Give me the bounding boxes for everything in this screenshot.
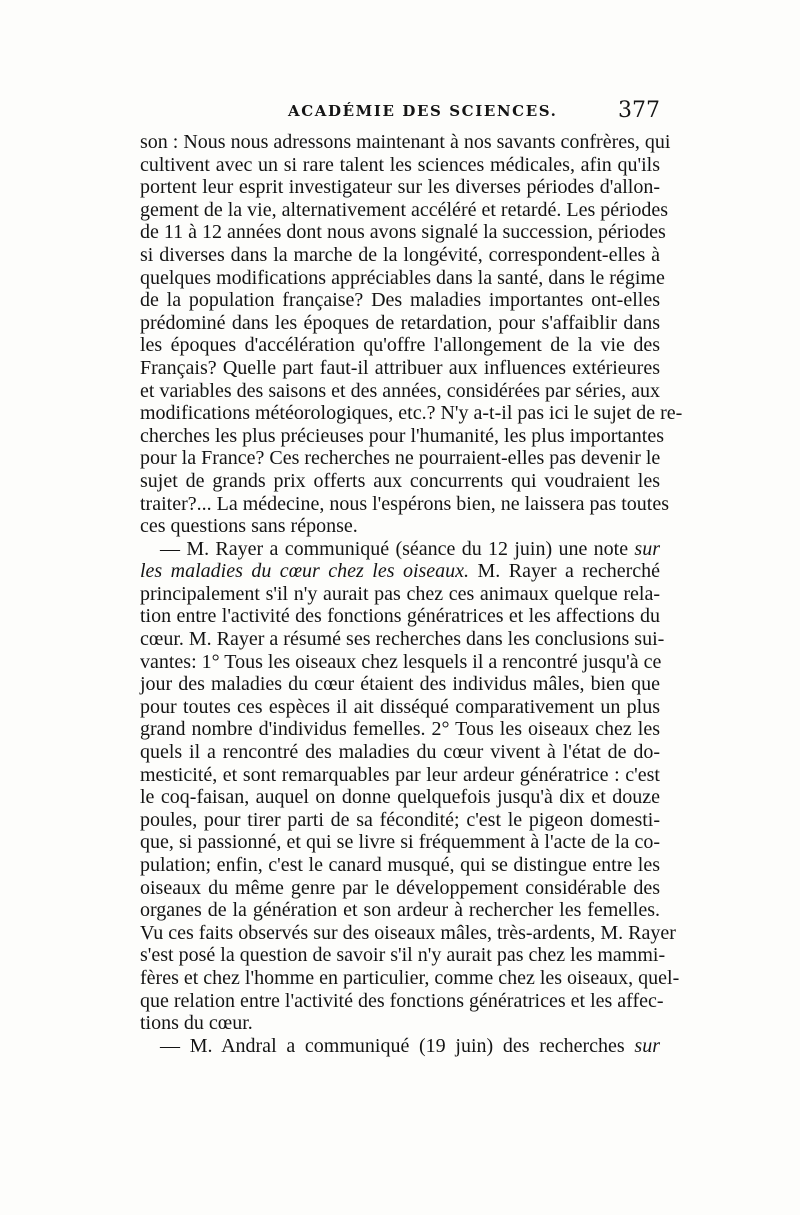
text-line: cœur. M. Rayer a résumé ses recherches dans les conclusions sui- [140,628,665,651]
text-line: mesticité, et sont remarquables par leur ardeur génératrice : c'est [140,763,660,786]
text-line: et variables des saisons et des années, considérées par séries, aux [140,379,660,402]
text-line: sujet de grands prix offerts aux concurrents qui voudraient les [140,469,660,492]
text-line: tions du cœur. [140,1012,253,1035]
rayer-note-title: les maladies du cœur chez les oiseaux. [140,560,470,583]
text-line: pulation; enfin, c'est le canard musqué, qui se distingue entre les [140,854,660,876]
running-head: ACADÉMIE DES SCIENCES. [288,102,558,120]
text-line: fères et chez l'homme en particulier, comme chez les oiseaux, quel- [140,966,680,989]
text-line [140,560,660,583]
text-line: les époques d'accélération qu'offre l'allongement de la vie des [140,334,660,357]
text-line: de 11 à 12 années dont nous avons signalé la succession, périodes [140,221,666,244]
text-line: le coq-faisan, auquel on donne quelquefois jusqu'à dix et douze [140,786,660,809]
page-number: 377 [618,98,660,123]
andral-intro: — M. Andral a communiqué (19 juin) des recherches [160,1034,635,1057]
text-line: cherches les plus précieuses pour l'humanité, les plus importantes [140,424,665,447]
text-line: principalement s'il n'y aurait pas chez ces animaux quelque rela- [140,582,660,605]
text-line: son : Nous nous adressons maintenant à nos savants confrères, qui [140,131,671,153]
rayer-intro: — M. Rayer a communiqué (séance du 12 juin) une note [160,537,635,560]
text-line: organes de la génération et son ardeur à rechercher les femelles. [140,899,660,922]
text-line: pour la France? Ces recherches ne pourraient-elles pas devenir le [140,447,661,470]
rayer-intro-italic: sur [634,537,660,560]
text-line: quelques modifications appréciables dans la santé, dans le régime [140,266,665,289]
text-line: pour toutes ces espèces il ait disséqué comparativement un plus [140,695,660,718]
text-line: que relation entre l'activité des fonctions génératrices et les affec- [140,989,664,1012]
text-line: tion entre l'activité des fonctions génératrices et les affections du [140,605,660,628]
text-line: jour des maladies du cœur étaient des individus mâles, bien que [140,673,660,696]
rayer-intro-rest: M. Rayer a recherché [469,560,661,583]
text-line: oiseaux du même genre par le développement considérable des [140,876,660,899]
paragraph-rayer [140,537,680,1035]
text-line: modifications météorologiques, etc.? N'y a-t-il pas ici le sujet de re- [140,402,683,425]
andral-italic: sur [634,1034,660,1057]
text-line: Français? Quelle part faut-il attribuer aux influences extérieures [140,356,660,379]
text-line: que, si passionné, et qui se livre si fréquemment à l'acte de la co- [140,831,660,854]
text-line: traiter?... La médecine, nous l'espérons bien, ne laissera pas toutes [140,492,669,515]
text-line: quels il a rencontré des maladies du cœur vivent à l'état de do- [140,741,660,764]
text-line: gement de la vie, alternativement accéléré et retardé. Les périodes [140,198,669,221]
text-line: si diverses dans la marche de la longévité, correspondent-elles à [140,243,660,266]
text-line [140,1035,660,1058]
text-line: prédominé dans les époques de retardation, pour s'affaiblir dans [140,311,660,334]
paragraph-andral [140,1035,660,1058]
text-line: de la population française? Des maladies importantes ont-elles [140,289,660,312]
page-header [140,100,660,128]
text-line: cultivent avec un si rare talent les sciences médicales, afin qu'ils [140,153,660,176]
text-line: portent leur esprit investigateur sur les diverses périodes d'allon- [140,176,660,199]
text-line: grand nombre d'individus femelles. 2° Tous les oiseaux chez les [140,718,660,741]
text-line: s'est posé la question de savoir s'il n'y aurait pas chez les mammi- [140,944,666,967]
body-text [140,131,683,1057]
text-line: vantes: 1° Tous les oiseaux chez lesquels il a rencontré jusqu'à ce [140,650,662,673]
text-line: Vu ces faits observés sur des oiseaux mâles, très-ardents, M. Rayer [140,921,676,944]
text-line [140,538,660,561]
text-line: ces questions sans réponse. [140,515,358,538]
text-line: poules, pour tirer parti de sa fécondité; c'est le pigeon domesti- [140,808,660,831]
paragraph-periods [140,131,683,538]
